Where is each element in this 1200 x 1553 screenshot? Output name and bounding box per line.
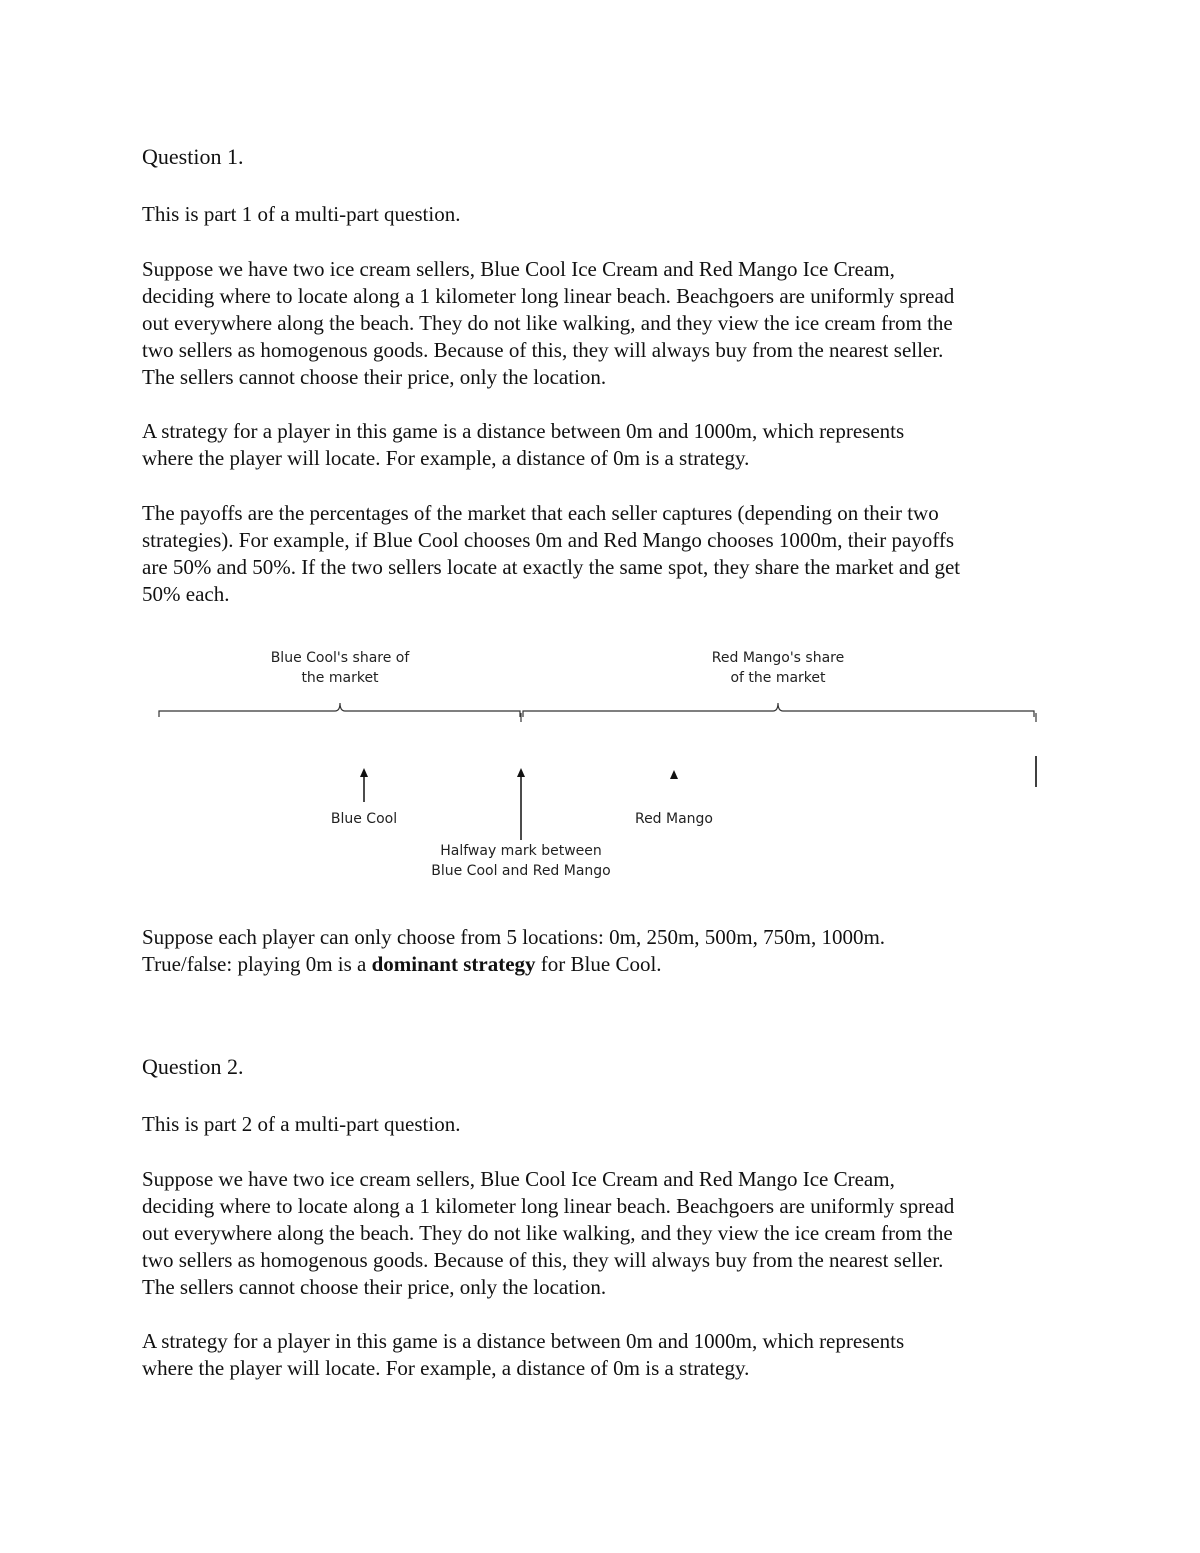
red-mango-label: Red Mango — [634, 811, 714, 827]
text-line: two sellers as homogenous goods. Because of this, they will always buy from the nearest seller. — [142, 1248, 944, 1272]
text-line: strategies). For example, if Blue Cool chooses 0m and Red Mango chooses 1000m, their payoffs — [142, 528, 955, 552]
text-line: The payoffs are the percentages of the market that each seller captures (depending on their two — [142, 501, 939, 525]
text-line: A strategy for a player in this game is a distance between 0m and 1000m, which represents — [142, 1329, 905, 1353]
text-line: out everywhere along the beach. They do not like walking, and they view the ice cream from the — [142, 311, 953, 335]
blue-share-brace — [159, 703, 520, 717]
text-line: out everywhere along the beach. They do not like walking, and they view the ice cream from the — [142, 1221, 953, 1245]
red-mango-arrowhead — [670, 770, 678, 779]
halfway-label — [411, 841, 631, 881]
text-segment: for Blue Cool. — [535, 952, 662, 976]
text-line: are 50% and 50%. If the two sellers locate at exactly the same spot, they share the market and get — [142, 555, 961, 579]
text-line: where the player will locate. For example, a distance of 0m is a strategy. — [142, 446, 750, 470]
question-1-heading: Question 1. — [142, 144, 244, 169]
text-line: where the player will locate. For example, a distance of 0m is a strategy. — [142, 1356, 750, 1380]
halfway-label-line: Blue Cool and Red Mango — [431, 863, 611, 879]
text-line: deciding where to locate along a 1 kilometer long linear beach. Beachgoers are uniformly spread — [142, 284, 955, 308]
true-false-line — [142, 951, 662, 978]
text-line: A strategy for a player in this game is a distance between 0m and 1000m, which represents — [142, 419, 905, 443]
halfway-arrowhead — [517, 768, 525, 777]
blue-share-label-line: Blue Cool's share of — [270, 650, 410, 666]
text-line: The sellers cannot choose their price, only the location. — [142, 1275, 607, 1299]
red-share-brace — [523, 703, 1034, 717]
red-share-label-line: of the market — [730, 670, 826, 686]
text-segment: True/false: playing 0m is a — [142, 952, 372, 976]
blue-cool-label: Blue Cool — [330, 811, 398, 827]
blue-cool-arrowhead — [360, 768, 368, 777]
blue-share-label-line: the market — [301, 670, 379, 686]
question-1-intro: This is part 1 of a multi-part question. — [142, 202, 461, 226]
dominant-strategy-term: dominant strategy — [371, 952, 536, 976]
text-line: Suppose we have two ice cream sellers, Blue Cool Ice Cream and Red Mango Ice Cream, — [142, 257, 895, 281]
text-line: Suppose we have two ice cream sellers, Blue Cool Ice Cream and Red Mango Ice Cream, — [142, 1167, 895, 1191]
text-line: The sellers cannot choose their price, only the location. — [142, 365, 607, 389]
text-line: deciding where to locate along a 1 kilometer long linear beach. Beachgoers are uniformly spread — [142, 1194, 955, 1218]
red-share-label-line: Red Mango's share — [711, 650, 845, 666]
question-2-heading: Question 2. — [142, 1054, 244, 1079]
question-2-intro: This is part 2 of a multi-part question. — [142, 1112, 461, 1136]
text-line: 50% each. — [142, 582, 230, 606]
text-line: two sellers as homogenous goods. Because of this, they will always buy from the nearest seller. — [142, 338, 944, 362]
halfway-label-line: Halfway mark between — [440, 843, 602, 859]
text-line: Suppose each player can only choose from 5 locations: 0m, 250m, 500m, 750m, 1000m. — [142, 925, 886, 949]
